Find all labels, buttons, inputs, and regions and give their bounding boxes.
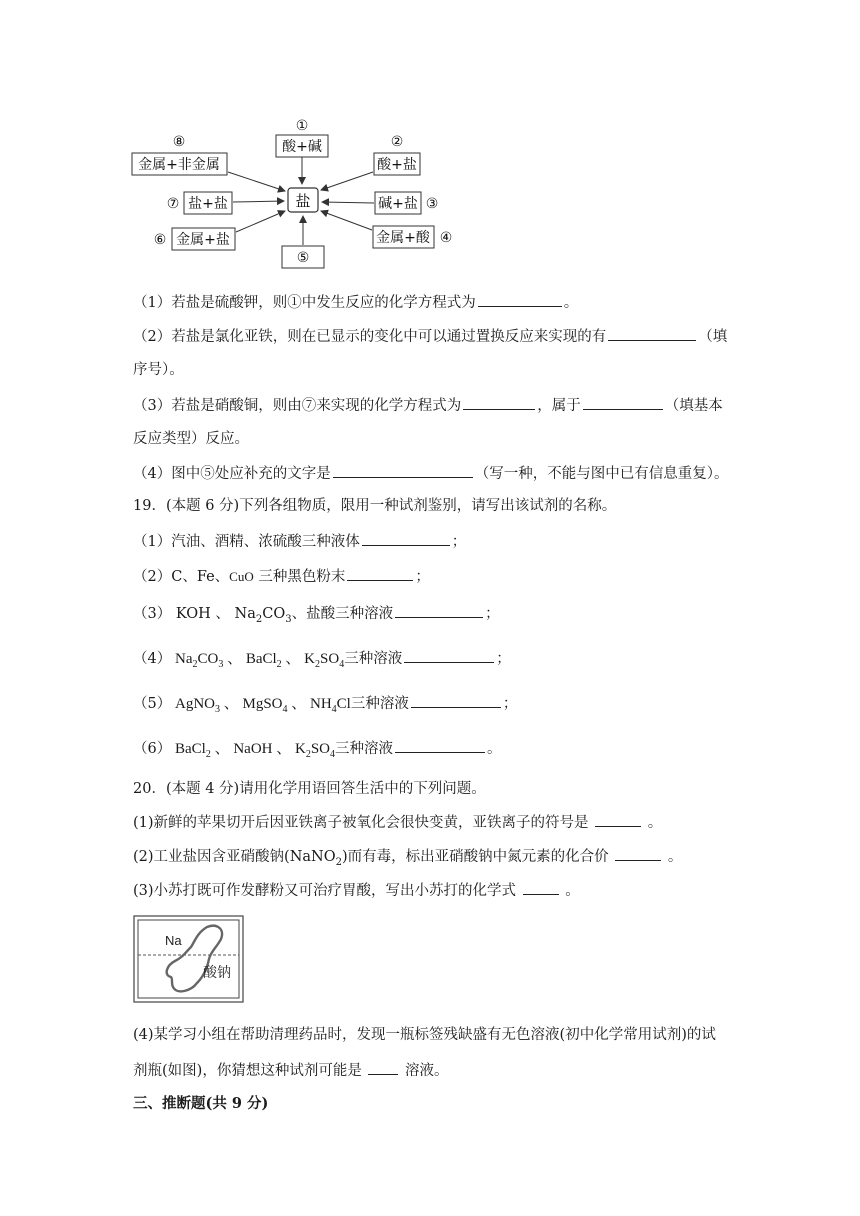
salt-formation-diagram <box>125 110 465 280</box>
answer-blank[interactable] <box>347 566 413 581</box>
answer-blank[interactable] <box>463 395 535 410</box>
answer-blank[interactable] <box>523 880 559 895</box>
label-na-text: Na <box>165 933 182 948</box>
q20-item-4-cont: 剂瓶(如图)，你猜想这种试剂可能是 溶液。 <box>133 1060 449 1081</box>
box-7-label: 盐+盐 <box>188 196 228 212</box>
num-4: ④ <box>439 230 453 246</box>
box-2-label: 酸+盐 <box>377 157 417 173</box>
answer-blank[interactable] <box>368 1060 398 1075</box>
num-1: ① <box>295 118 309 134</box>
answer-blank[interactable] <box>404 648 494 663</box>
box-1-label: 酸+碱 <box>282 139 322 155</box>
q18-item-3: （3）若盐是硝酸铜，则由⑦来实现的化学方程式为 ，属于 （填基本 <box>133 395 723 416</box>
q19-item-4: （4） $Na_2CO_3$ 、 BaCl$_2$ 、 $K_2SO_4$三种溶液 ； <box>133 648 511 669</box>
q20-item-2: (2)工业盐因含亚硝酸钠(NaNO$_2$)而有毒，标出亚硝酸钠中氮元素的化合价 。 <box>133 846 682 867</box>
q20-item-4: (4)某学习小组在帮助清理药品时，发现一瓶标签残缺盛有无色溶液(初中化学常用试剂)的试 <box>133 1027 716 1043</box>
q18-item-1: （1）若盐是硫酸钾，则①中发生反应的化学方程式为 。 <box>133 292 578 313</box>
q19-item-3: （3） KOH 、 $Na_2CO_3$、盐酸三种溶液 ； <box>133 603 500 624</box>
num-7: ⑦ <box>166 196 180 212</box>
answer-blank[interactable] <box>411 693 501 708</box>
answer-blank[interactable] <box>395 603 483 618</box>
q19-item-6: （6） BaCl$_2$ 、 NaOH 、 $K_2SO_4$三种溶液 。 <box>133 738 502 759</box>
q18-item-2-cont: 序号）。 <box>133 362 184 378</box>
answer-blank[interactable] <box>395 738 485 753</box>
answer-blank[interactable] <box>333 463 473 478</box>
answer-blank[interactable] <box>362 531 450 546</box>
q18-item-3-cont: 反应类型）反应。 <box>133 431 249 447</box>
box-5-label: ⑤ <box>296 250 310 266</box>
q19-item-5: （5） AgNO$_3$ 、 MgSO$_4$ 、 $NH_4Cl$三种溶液 ； <box>133 693 517 714</box>
q20-item-3: (3)小苏打既可作发酵粉又可治疗胃酸，写出小苏打的化学式 。 <box>133 880 580 901</box>
q19-heading: 19．(本题 6 分)下列各组物质，限用一种试剂鉴别，请写出该试剂的名称。 <box>133 498 617 514</box>
section-heading: 三、推断题(共 9 分) <box>133 1095 269 1112</box>
box-4-label: 金属+酸 <box>376 230 430 246</box>
answer-blank[interactable] <box>478 292 562 307</box>
num-2: ② <box>390 134 404 150</box>
q18-item-4: （4）图中⑤处应补充的文字是 （写一种，不能与图中已有信息重复）。 <box>133 463 728 484</box>
label-sodium-salt-text: 酸钠 <box>203 965 231 981</box>
q20-item-1: (1)新鲜的苹果切开后因亚铁离子被氧化会很快变黄，亚铁离子的符号是 。 <box>133 812 662 833</box>
center-label: 盐 <box>295 192 311 210</box>
box-8-label: 金属+非金属 <box>138 157 220 173</box>
answer-blank[interactable] <box>608 326 696 341</box>
box-6-label: 金属+盐 <box>176 232 230 248</box>
num-6: ⑥ <box>153 232 167 248</box>
num-8: ⑧ <box>172 134 186 150</box>
q20-heading: 20．(本题 4 分)请用化学用语回答生活中的下列问题。 <box>133 781 486 797</box>
answer-blank[interactable] <box>615 846 661 861</box>
q18-item-2: （2）若盐是氯化亚铁，则在已显示的变化中可以通过置换反应来实现的有 （填 <box>133 326 727 347</box>
torn-reagent-label <box>133 915 244 1003</box>
answer-blank[interactable] <box>595 812 641 827</box>
num-3: ③ <box>425 196 439 212</box>
q19-item-1: （1）汽油、酒精、浓硫酸三种液体 ； <box>133 531 466 552</box>
answer-blank[interactable] <box>583 395 663 410</box>
box-3-label: 碱+盐 <box>378 196 418 212</box>
q19-item-2: （2）C、Fe、CuO 三种黑色粉末 ； <box>133 566 430 587</box>
